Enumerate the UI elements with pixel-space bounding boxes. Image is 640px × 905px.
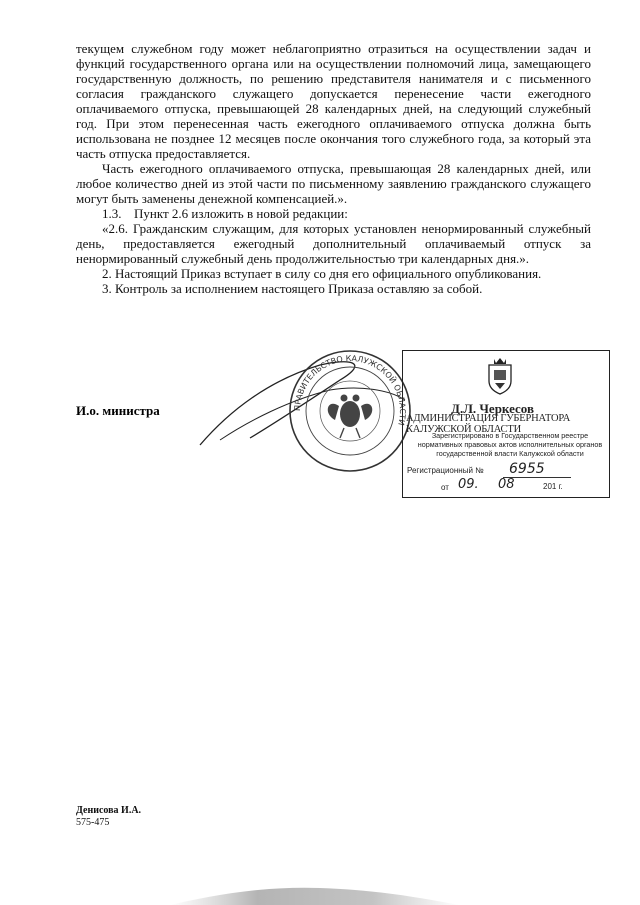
item-2: 2. Настоящий Приказ вступает в силу со дня его официального опубликования. — [102, 266, 542, 281]
item-number: 1.3. — [102, 206, 122, 221]
stamp-organization: АДМИНИСТРАЦИЯ ГУБЕРНАТОРА КАЛУЖСКОЙ ОБЛАСТИ — [406, 413, 571, 435]
document-body — [76, 41, 591, 296]
author-name: Денисова И.А. — [76, 805, 142, 816]
stamp-date-year: 201 г. — [543, 482, 563, 491]
eagle-emblem-icon — [328, 395, 372, 439]
paragraph-2-6-new-wording: «2.6. Гражданским служащим, для которых установлен ненормированный служебный день, предоставляется ежегодный дополнительный оплачиваемый отпуск за ненормированный служебный день продолжительностью три календарных дня.». — [76, 221, 591, 266]
item-1-3 — [76, 206, 591, 221]
official-round-seal — [287, 348, 413, 474]
stamp-reg-label: Регистрационный № — [407, 466, 484, 475]
registration-stamp — [402, 350, 610, 498]
seal-ring-text: ПРАВИТЕЛЬСТВО КАЛУЖСКОЙ ОБЛАСТИ — [292, 353, 408, 427]
stamp-date-prefix: от — [441, 483, 449, 492]
footer-contact — [76, 805, 141, 829]
signer-position: И.о. министра — [76, 403, 160, 418]
author-phone: 575-475 — [76, 817, 110, 828]
kaluga-coat-of-arms-icon — [485, 357, 515, 395]
stamp-reg-number: 6955 — [509, 461, 545, 477]
paragraph-compensation: Часть ежегодного оплачиваемого отпуска, превышающая 28 календарных дней, или любое количество дней из этой части по письменному заявлению гражданского служащего могут быть заменены денежной компенсацией.». — [76, 161, 591, 206]
stamp-registration-note: Зарегистрировано в Государственном реестре нормативных правовых актов исполнительных органов государственной власти Калужской области — [417, 431, 603, 458]
scan-artifact — [170, 878, 460, 905]
stamp-date-month: 08 — [498, 477, 515, 492]
stamp-date-day: 09. — [458, 477, 479, 492]
paragraph-vacation-transfer: текущем служебном году может неблагоприятно отразиться на осуществлении задач и функций государственного органа или на осуществлении полномочий лица, замещающего государственную должность, по решению представителя нанимателя и с письменного согласия гражданского служащего допускается перенесение части ежегодного оплачиваемого отпуска, превышающей 28 календарных дней, на следующий служебный год. При этом перенесенная часть ежегодного оплачиваемого отпуска должна быть использована не позднее 12 месяцев после окончания того служебного года, за который эта часть отпуска предоставляется. — [76, 41, 591, 161]
item-3: 3. Контроль за исполнением настоящего Приказа оставляю за собой. — [102, 281, 483, 296]
signer-name: Д.Л. Черкесов — [451, 401, 534, 416]
item-text: Пункт 2.6 изложить в новой редакции: — [134, 206, 348, 221]
